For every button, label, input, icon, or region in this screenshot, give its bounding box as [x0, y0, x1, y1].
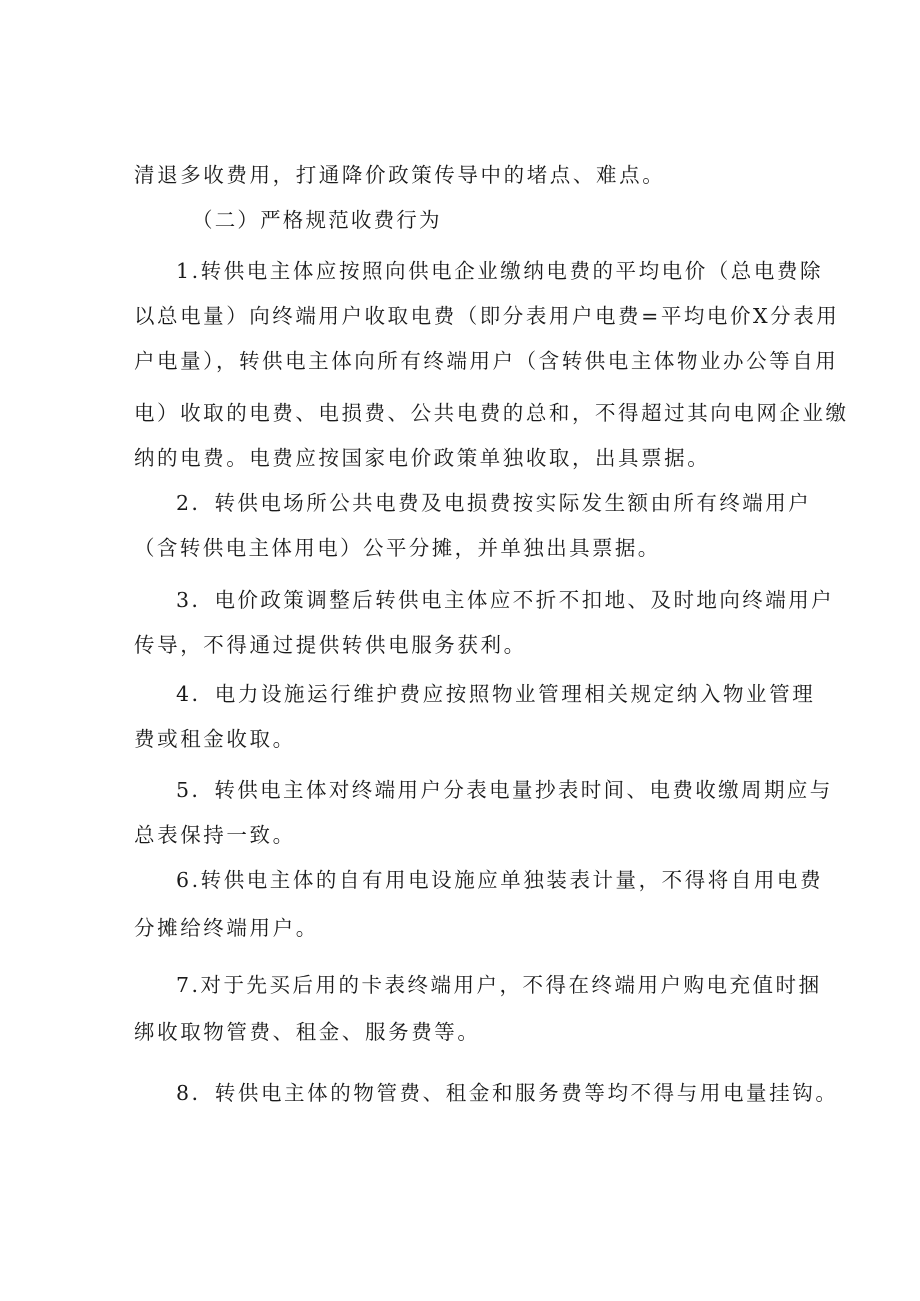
- paragraph-line: 纳的电费。电费应按国家电价政策单独收取，出具票据。: [134, 446, 711, 470]
- paragraph-line: 清退多收费用，打通降价政策传导中的堵点、难点。: [134, 163, 666, 187]
- paragraph-line: 3．电价政策调整后转供电主体应不折不扣地、及时地向终端用户: [176, 588, 835, 612]
- paragraph-line: 传导，不得通过提供转供电服务获利。: [134, 633, 527, 657]
- paragraph-line: 总表保持一致。: [134, 823, 296, 847]
- paragraph-line: 电）收取的电费、电损费、公共电费的总和，不得超过其向电网企业缴: [134, 401, 849, 425]
- paragraph-line: 分摊给终端用户。: [134, 916, 319, 940]
- section-heading: （二）严格规范收费行为: [192, 208, 442, 232]
- paragraph-line: 费或租金收取。: [134, 727, 296, 751]
- paragraph-line: （含转供电主体用电）公平分摊，并单独出具票据。: [134, 536, 661, 560]
- paragraph-line: 7.对于先买后用的卡表终端用户，不得在终端用户购电充值时捆: [176, 973, 822, 997]
- paragraph-line: 2．转供电场所公共电费及电损费按实际发生额由所有终端用户: [176, 491, 812, 515]
- paragraph-line: 户电量），转供电主体向所有终端用户（含转供电主体物业办公等自用: [134, 349, 839, 373]
- paragraph-line: 1.转供电主体应按照向供电企业缴纳电费的平均电价（总电费除: [176, 259, 824, 283]
- paragraph-line: 6.转供电主体的自有用电设施应单独装表计量，不得将自用电费: [176, 868, 824, 892]
- paragraph-line: 以总电量）向终端用户收取电费（即分表用户电费=平均电价X分表用: [134, 304, 840, 328]
- paragraph-line: 4．电力设施运行维护费应按照物业管理相关规定纳入物业管理: [176, 682, 816, 706]
- paragraph-line: 8．转供电主体的物管费、租金和服务费等均不得与用电量挂钩。: [176, 1081, 839, 1105]
- paragraph-line: 5．转供电主体对终端用户分表电量抄表时间、电费收缴周期应与: [176, 778, 833, 802]
- paragraph-line: 绑收取物管费、租金、服务费等。: [134, 1020, 481, 1044]
